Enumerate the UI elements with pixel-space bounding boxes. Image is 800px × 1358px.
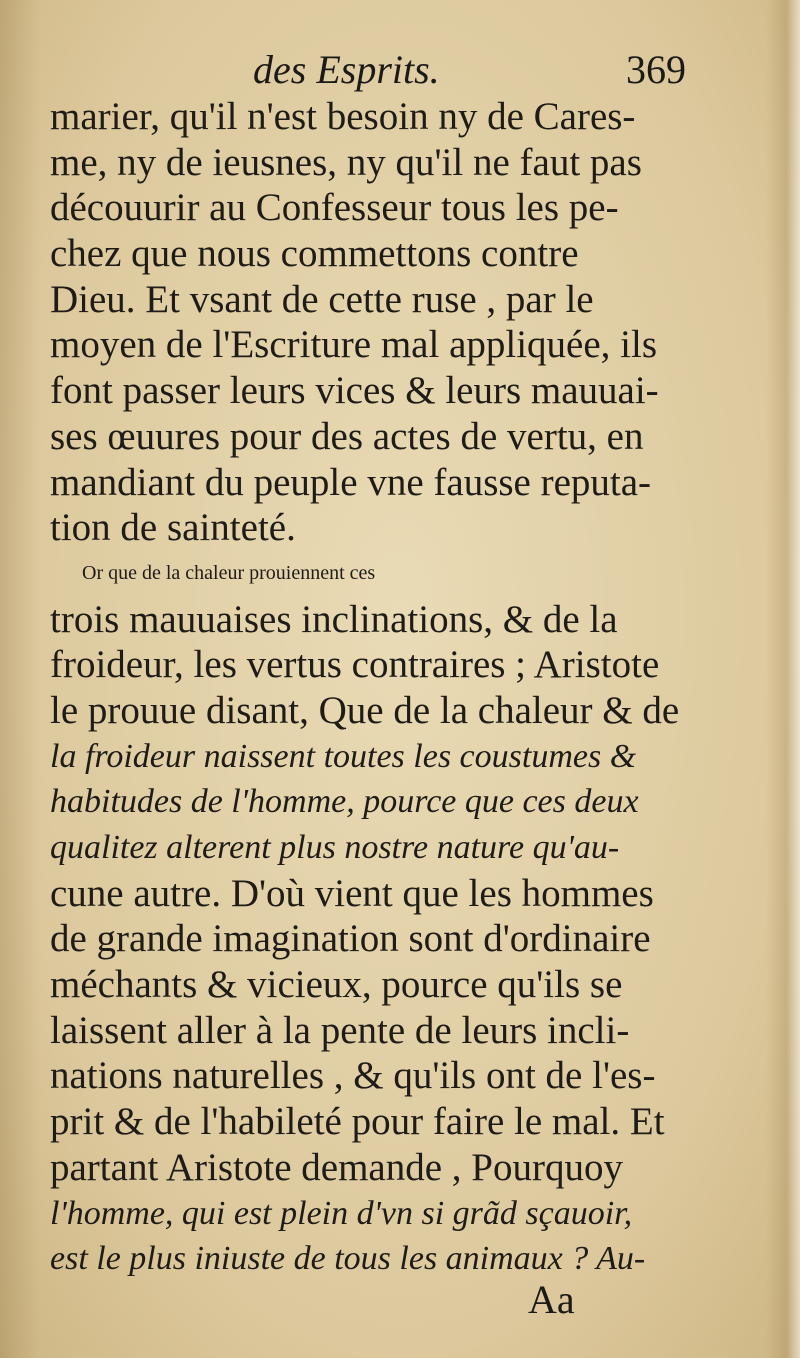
text-line: font passer leurs vices & leurs mauuai- xyxy=(50,369,659,413)
text-line: trois mauuaises inclinations, & de la xyxy=(50,597,618,641)
running-head: des Esprits. xyxy=(253,47,440,92)
text-line: marier, qu'il n'est besoin ny de Cares- xyxy=(50,95,636,138)
text-line: de grande imagination sont d'ordinaire xyxy=(50,917,651,961)
text-line: froideur, les vertus contraires ; Aristote xyxy=(50,643,660,687)
text-line: prit & de l'habileté pour faire le mal. Et xyxy=(50,1100,665,1144)
text-line: Or que de la chaleur prouiennent ces xyxy=(82,561,376,584)
text-line: est le plus iniuste de tous les animaux ? Au- xyxy=(50,1240,646,1278)
page-number: 369 xyxy=(626,47,686,92)
text-line: partant Aristote demande , Pourquoy xyxy=(50,1145,623,1189)
text-line: Dieu. Et vsant de cette ruse , par le xyxy=(50,277,594,321)
text-line: mandiant du peuple vne fausse reputa- xyxy=(50,460,652,504)
page-gutter-shadow xyxy=(0,0,40,1358)
text-line: la froideur naissent toutes les coustumes & xyxy=(50,737,637,775)
text-line: tion de sainteté. xyxy=(50,506,296,550)
page-edge xyxy=(766,0,800,1358)
text-line: le prouue disant, Que de la chaleur & de xyxy=(50,688,680,732)
body-text xyxy=(50,94,740,1282)
text-line: chez que nous commettons contre xyxy=(50,232,579,276)
text-line: habitudes de l'homme, pource que ces deux xyxy=(50,783,639,821)
text-line: ses œuures pour des actes de vertu, en xyxy=(50,414,644,458)
text-line: laissent aller à la pente de leurs incli- xyxy=(50,1008,630,1052)
text-line: moyen de l'Escriture mal appliquée, ils xyxy=(50,323,658,367)
text-line: me, ny de ieusnes, ny qu'il ne faut pas xyxy=(50,140,642,184)
text-line: découurir au Confesseur tous les pe- xyxy=(50,186,619,230)
signature-mark: Aa xyxy=(528,1277,575,1322)
text-line: cune autre. D'où vient que les hommes xyxy=(50,871,654,915)
text-line: nations naturelles , & qu'ils ont de l'es- xyxy=(50,1054,656,1098)
text-line: qualitez alterent plus nostre nature qu'au- xyxy=(50,829,620,866)
text-line: méchants & vicieux, pource qu'ils se xyxy=(50,963,623,1007)
text-line: l'homme, qui est plein d'vn si grãd sçauoir, xyxy=(50,1194,633,1232)
